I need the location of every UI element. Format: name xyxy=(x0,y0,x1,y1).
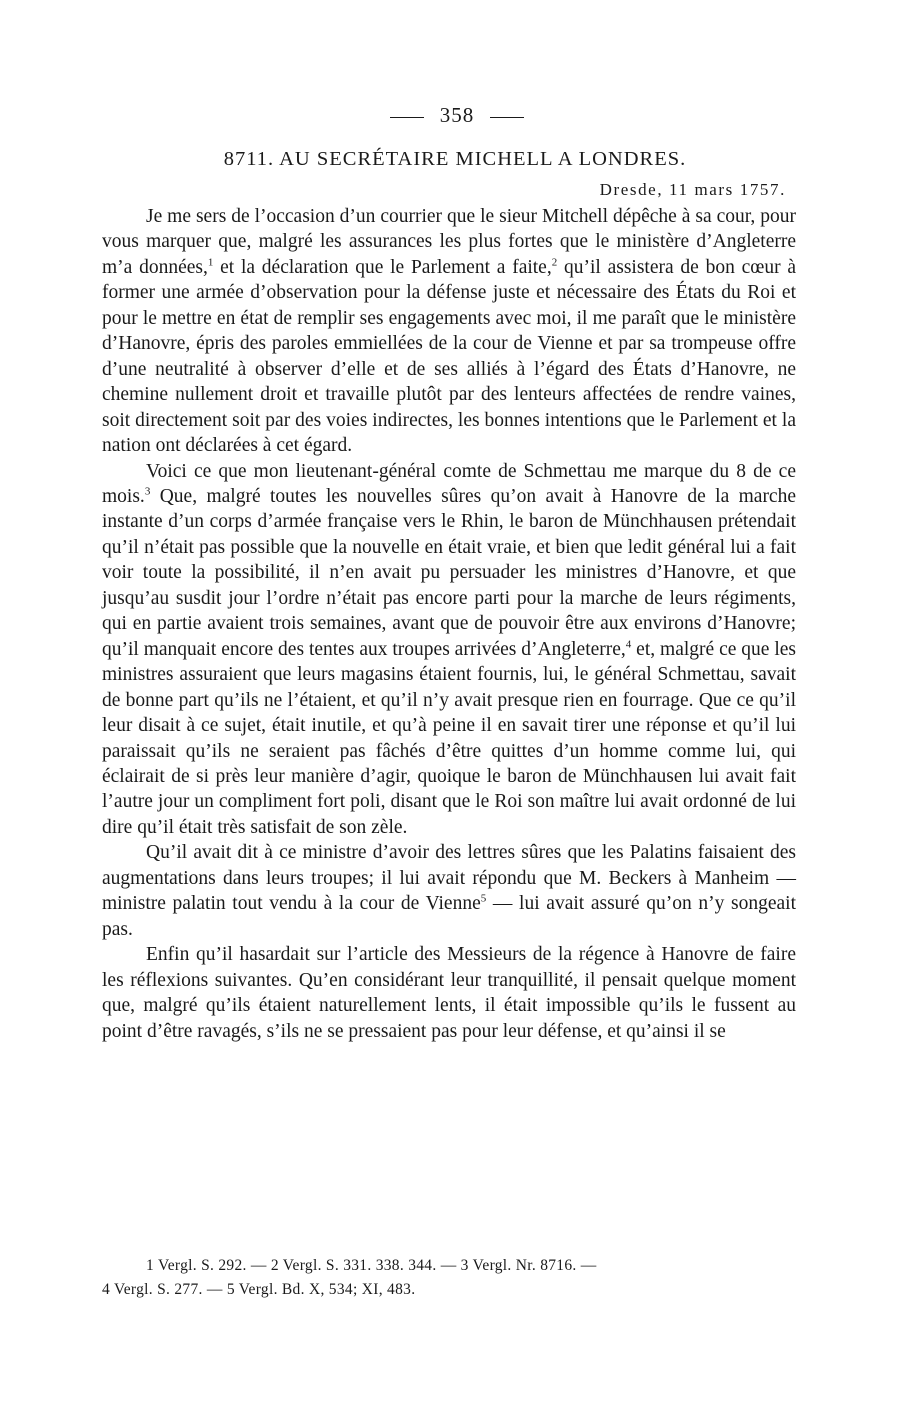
page-number-line xyxy=(118,98,796,132)
page-number-dash-right xyxy=(490,117,524,118)
paragraph-text: Enfin qu’il hasardait sur l’article des Messieurs de la régence à Hanovre de faire les réflexions suivantes. Qu’en considérant leur tranquillité, il pensait quelque moment que, malgré qu’ils étaient naturellement lents, il était impossible qu’ils le fussent au point d’être ravagés, s’ils ne se pressaient pas pour leur défense, et qu’ainsi il se xyxy=(102,944,796,1042)
footnote-line-1: 1 Vergl. S. 292. — 2 Vergl. S. 331. 338. 344. — 3 Vergl. Nr. 8716. — xyxy=(146,1257,597,1274)
paragraph-text: — lui avait assuré qu’on n’y songeait pas. xyxy=(102,893,796,940)
paragraph-text: Que, malgré toutes les nouvelles sûres qu’on avait à Hanovre de la marche instante d’un corps d’armée française vers le Rhin, le baron de Münchhausen prétendait qu’il n’était pas possible que la nouvelle en était vraie, et bien que ledit général lui a fait voir toute la possibilité, il n’en avait pu persuader les ministres d’Hanovre, et que jusqu’au susdit jour l’ordre n’était pas encore parti pour la marche de leurs régiments, qui en partie avaient trois semaines, avant que de pouvoir être aux environs d’Hanovre; qu’il manquait encore des tentes aux troupes arrivées d’Angleterre, xyxy=(102,485,796,660)
page-content xyxy=(102,98,796,1044)
footnote-ref: 3 xyxy=(144,485,151,498)
letter-number: 8711. xyxy=(223,148,275,170)
letter-title: AU SECRÉTAIRE MICHELL A LONDRES. xyxy=(279,148,687,170)
paragraph-1 xyxy=(102,204,796,459)
footnote-ref: 2 xyxy=(551,256,558,269)
footnote-line-2: 4 Vergl. S. 277. — 5 Vergl. Bd. X, 534; XI, 483. xyxy=(102,1281,416,1298)
paragraph-text: Qu’il avait dit à ce ministre d’avoir des lettres sûres que les Palatins faisaient des augmentations dans leurs troupes; il lui avait répondu que M. Beckers à Manheim — ministre palatin tout vendu à la cour de Vienne xyxy=(102,842,796,915)
footnote-ref: 4 xyxy=(625,638,632,651)
page-number: 358 xyxy=(439,103,475,127)
paragraph-text: qu’il assistera de bon cœur à former une armée d’observation pour la défense juste et nécessaire des États du Roi et pour le mettre en état de remplir ses engagements avec moi, il me paraît que le ministère d’Hanovre, épris des paroles emmiellées de la cour de Vienne et par sa trompeuse offre d’une neutralité à observer d’elle et de ses alliés à l’égard des États d’Hanovre, ne chemine nullement droit et travaille plutôt par des lenteurs affectées de rendre vaines, soit directement soit par des voies indirectes, les bonnes intentions que le Parlement et la nation ont déclarées à cet égard. xyxy=(102,256,796,457)
letter-body xyxy=(102,204,796,1044)
paragraph-2 xyxy=(102,459,796,841)
footnotes xyxy=(102,1254,796,1302)
paragraph-text: et la déclaration que le Parlement a faite, xyxy=(213,256,552,278)
paragraph-text: Je me sers de l’occasion d’un courrier que le sieur Mitchell dépêche à sa cour, pour vous marquer que, malgré les assurances les plus fortes que le ministère d’Angleterre m’a données, xyxy=(102,206,796,278)
letter-heading xyxy=(114,144,796,174)
paragraph-text: et, malgré ce que les ministres assuraient que leurs magasins étaient fournis, lui, le général Schmettau, savait de bonne part qu’ils ne l’étaient, et qu’il n’y avait presque rien en fourrage. Que ce qu’il leur disait à ce sujet, était inutile, et qu’à peine il en savait tirer une réponse et qu’il lui paraissait qu’ils ne seraient pas fâchés d’être quittes d’un homme comme lui, qui éclairait de si près leur manière d’agir, quoique le baron de Münchhausen lui avait fait l’autre jour un compliment fort poli, disant que le Roi son maître lui avait ordonné de lui dire qu’il était très satisfait de son zèle. xyxy=(102,638,796,838)
paragraph-3 xyxy=(102,840,796,942)
paragraph-text: Voici ce que mon lieutenant-général comte de Schmettau me marque du 8 de ce mois. xyxy=(102,460,796,507)
footnote-ref: 5 xyxy=(480,892,487,905)
footnote-ref: 1 xyxy=(207,256,214,269)
paragraph-4 xyxy=(102,942,796,1044)
page-number-dash-left xyxy=(390,117,424,118)
dateline: Dresde, 11 mars 1757. xyxy=(599,180,786,199)
